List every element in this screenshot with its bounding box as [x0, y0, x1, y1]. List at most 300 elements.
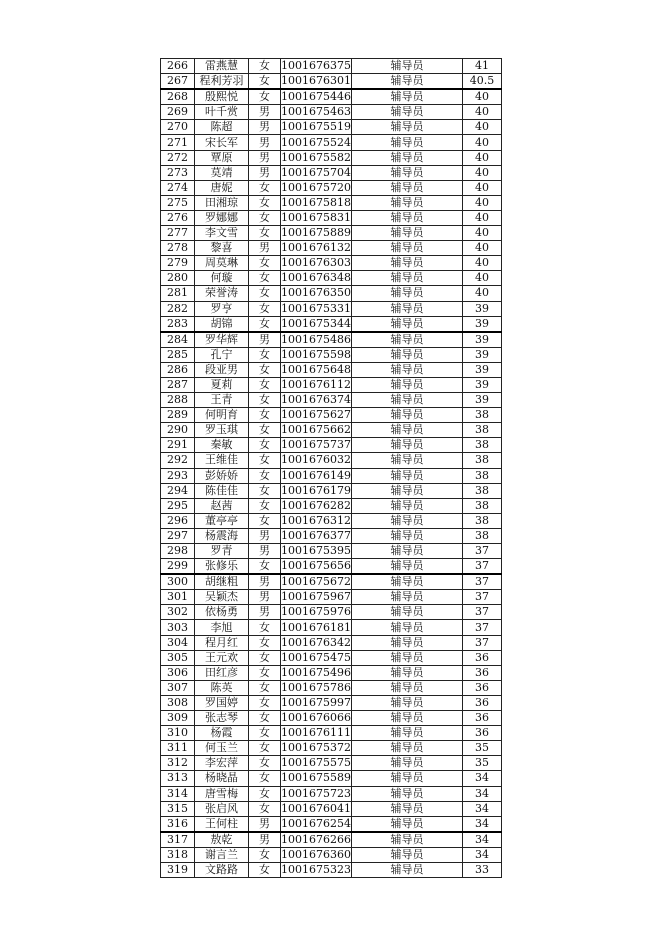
- name-cell[interactable]: 张启风: [195, 801, 249, 816]
- gender-cell[interactable]: 女: [249, 559, 281, 575]
- row-number[interactable]: 290: [161, 423, 195, 438]
- id-number-cell[interactable]: 1001676066: [281, 711, 351, 725]
- role-cell[interactable]: 辅导员: [352, 726, 463, 741]
- name-cell[interactable]: 杨晓晶: [195, 771, 249, 786]
- row-number[interactable]: 267: [161, 74, 195, 90]
- row-number[interactable]: 293: [161, 468, 195, 483]
- gender-cell[interactable]: 女: [249, 226, 281, 241]
- gender-cell[interactable]: 女: [249, 74, 281, 90]
- score-cell[interactable]: 37: [463, 635, 502, 650]
- score-cell[interactable]: 34: [463, 816, 502, 832]
- score-cell[interactable]: 40: [463, 89, 502, 105]
- id-number-cell[interactable]: 1001675463: [281, 105, 351, 119]
- id-number-cell[interactable]: 1001676041: [281, 801, 351, 815]
- row-number[interactable]: 297: [161, 528, 195, 543]
- gender-cell[interactable]: 女: [249, 695, 281, 710]
- score-cell[interactable]: 38: [463, 498, 502, 513]
- row-number[interactable]: 303: [161, 620, 195, 635]
- row-number[interactable]: 280: [161, 271, 195, 286]
- score-cell[interactable]: 34: [463, 847, 502, 862]
- id-number-cell[interactable]: 1001675627: [281, 408, 351, 422]
- row-number[interactable]: 271: [161, 135, 195, 150]
- name-cell[interactable]: 程利芳羽: [195, 74, 249, 90]
- score-cell[interactable]: 38: [463, 468, 502, 483]
- gender-cell[interactable]: 女: [249, 665, 281, 680]
- role-cell[interactable]: 辅导员: [352, 513, 463, 528]
- score-cell[interactable]: 38: [463, 513, 502, 528]
- id-number-cell[interactable]: 1001676111: [281, 726, 351, 740]
- role-cell[interactable]: 辅导员: [352, 362, 463, 377]
- score-cell[interactable]: 40: [463, 241, 502, 256]
- score-cell[interactable]: 36: [463, 711, 502, 726]
- id-number-cell[interactable]: 1001676132: [281, 241, 351, 255]
- row-number[interactable]: 283: [161, 316, 195, 332]
- id-number-cell[interactable]: 1001676254: [281, 816, 352, 832]
- score-cell[interactable]: 34: [463, 801, 502, 816]
- role-cell[interactable]: 辅导员: [352, 271, 463, 286]
- role-cell[interactable]: 辅导员: [352, 135, 463, 150]
- id-number-cell[interactable]: 1001676375: [281, 59, 351, 73]
- row-number[interactable]: 292: [161, 453, 195, 468]
- role-cell[interactable]: 辅导员: [352, 528, 463, 543]
- score-cell[interactable]: 38: [463, 423, 502, 438]
- name-cell[interactable]: 陈佳佳: [195, 483, 249, 498]
- row-number[interactable]: 277: [161, 226, 195, 241]
- gender-cell[interactable]: 男: [249, 832, 281, 848]
- row-number[interactable]: 305: [161, 650, 195, 665]
- id-number-cell[interactable]: 1001675446: [281, 90, 351, 104]
- score-cell[interactable]: 40: [463, 150, 502, 165]
- name-cell[interactable]: 段亚男: [195, 362, 249, 377]
- gender-cell[interactable]: 男: [249, 605, 281, 620]
- name-cell[interactable]: 唐雪梅: [195, 786, 249, 801]
- gender-cell[interactable]: 男: [249, 105, 281, 120]
- name-cell[interactable]: 董亭亭: [195, 513, 249, 528]
- id-number-cell[interactable]: 1001675976: [281, 605, 351, 619]
- role-cell[interactable]: 辅导员: [352, 210, 463, 225]
- role-cell[interactable]: 辅导员: [352, 786, 463, 801]
- id-number-cell[interactable]: 1001675648: [281, 362, 351, 376]
- row-number[interactable]: 300: [161, 574, 195, 590]
- score-cell[interactable]: 36: [463, 695, 502, 710]
- score-cell[interactable]: 37: [463, 590, 502, 605]
- id-number-cell[interactable]: 1001676360: [281, 847, 351, 861]
- id-number-cell[interactable]: 1001676312: [281, 513, 351, 527]
- row-number[interactable]: 289: [161, 408, 195, 423]
- gender-cell[interactable]: 男: [249, 150, 281, 165]
- row-number[interactable]: 296: [161, 513, 195, 528]
- id-number-cell[interactable]: 1001675704: [281, 165, 351, 179]
- name-cell[interactable]: 杨震海: [195, 528, 249, 543]
- name-cell[interactable]: 叶千赏: [195, 105, 249, 120]
- gender-cell[interactable]: 男: [249, 165, 281, 180]
- role-cell[interactable]: 辅导员: [352, 559, 463, 575]
- gender-cell[interactable]: 女: [249, 377, 281, 392]
- row-number[interactable]: 309: [161, 711, 195, 726]
- role-cell[interactable]: 辅导员: [352, 453, 463, 468]
- role-cell[interactable]: 辅导员: [352, 498, 463, 513]
- name-cell[interactable]: 唐妮: [195, 180, 249, 195]
- score-cell[interactable]: 40: [463, 195, 502, 210]
- id-number-cell[interactable]: 1001675323: [281, 863, 351, 877]
- row-number[interactable]: 307: [161, 680, 195, 695]
- gender-cell[interactable]: 女: [249, 408, 281, 423]
- gender-cell[interactable]: 女: [249, 786, 281, 801]
- role-cell[interactable]: 辅导员: [352, 347, 463, 362]
- gender-cell[interactable]: 女: [249, 862, 281, 877]
- role-cell[interactable]: 辅导员: [352, 801, 463, 816]
- row-number[interactable]: 279: [161, 256, 195, 271]
- gender-cell[interactable]: 男: [249, 135, 281, 150]
- role-cell[interactable]: 辅导员: [352, 120, 463, 135]
- role-cell[interactable]: 辅导员: [352, 332, 463, 348]
- name-cell[interactable]: 李文雪: [195, 226, 249, 241]
- role-cell[interactable]: 辅导员: [352, 711, 463, 726]
- name-cell[interactable]: 杨霞: [195, 726, 249, 741]
- gender-cell[interactable]: 女: [249, 726, 281, 741]
- score-cell[interactable]: 38: [463, 528, 502, 543]
- name-cell[interactable]: 吴颖杰: [195, 590, 249, 605]
- row-number[interactable]: 295: [161, 498, 195, 513]
- name-cell[interactable]: 张志琴: [195, 711, 249, 726]
- name-cell[interactable]: 雷燕慧: [195, 59, 249, 74]
- id-number-cell[interactable]: 1001675818: [281, 195, 351, 209]
- name-cell[interactable]: 田红彦: [195, 665, 249, 680]
- name-cell[interactable]: 彭娇娇: [195, 468, 249, 483]
- role-cell[interactable]: 辅导员: [352, 393, 463, 408]
- score-cell[interactable]: 40: [463, 256, 502, 271]
- id-number-cell[interactable]: 1001676374: [281, 393, 351, 407]
- id-number-cell[interactable]: 1001675496: [281, 665, 351, 679]
- role-cell[interactable]: 辅导员: [352, 590, 463, 605]
- id-number-cell[interactable]: 1001675786: [281, 680, 351, 694]
- score-cell[interactable]: 39: [463, 347, 502, 362]
- row-number[interactable]: 311: [161, 741, 195, 756]
- name-cell[interactable]: 莫靖: [195, 165, 249, 180]
- id-number-cell[interactable]: 1001675372: [281, 741, 351, 755]
- role-cell[interactable]: 辅导员: [352, 620, 463, 635]
- gender-cell[interactable]: 女: [249, 680, 281, 695]
- score-cell[interactable]: 40: [463, 165, 502, 180]
- role-cell[interactable]: 辅导员: [352, 226, 463, 241]
- role-cell[interactable]: 辅导员: [352, 301, 463, 316]
- role-cell[interactable]: 辅导员: [352, 150, 463, 165]
- name-cell[interactable]: 罗国婷: [195, 695, 249, 710]
- name-cell[interactable]: 何玉兰: [195, 741, 249, 756]
- row-number[interactable]: 312: [161, 756, 195, 771]
- gender-cell[interactable]: 女: [249, 453, 281, 468]
- score-cell[interactable]: 40: [463, 120, 502, 135]
- row-number[interactable]: 314: [161, 786, 195, 801]
- role-cell[interactable]: 辅导员: [352, 816, 463, 832]
- id-number-cell[interactable]: 1001675486: [281, 332, 351, 346]
- role-cell[interactable]: 辅导员: [352, 741, 463, 756]
- row-number[interactable]: 281: [161, 286, 195, 301]
- score-cell[interactable]: 38: [463, 408, 502, 423]
- score-cell[interactable]: 34: [463, 832, 502, 848]
- gender-cell[interactable]: 女: [249, 180, 281, 195]
- name-cell[interactable]: 王青: [195, 393, 249, 408]
- row-number[interactable]: 298: [161, 544, 195, 559]
- name-cell[interactable]: 陈超: [195, 120, 249, 135]
- name-cell[interactable]: 胡锦: [195, 316, 249, 332]
- role-cell[interactable]: 辅导员: [352, 650, 463, 665]
- role-cell[interactable]: 辅导员: [352, 756, 463, 771]
- role-cell[interactable]: 辅导员: [352, 89, 463, 105]
- gender-cell[interactable]: 男: [249, 528, 281, 543]
- gender-cell[interactable]: 女: [249, 423, 281, 438]
- row-number[interactable]: 287: [161, 377, 195, 392]
- role-cell[interactable]: 辅导员: [352, 832, 463, 848]
- name-cell[interactable]: 赵茜: [195, 498, 249, 513]
- id-number-cell[interactable]: 1001676342: [281, 635, 351, 649]
- score-cell[interactable]: 35: [463, 741, 502, 756]
- name-cell[interactable]: 敖乾: [195, 832, 249, 848]
- name-cell[interactable]: 罗玉琪: [195, 423, 249, 438]
- gender-cell[interactable]: 女: [249, 195, 281, 210]
- score-cell[interactable]: 37: [463, 544, 502, 559]
- id-number-cell[interactable]: 1001675475: [281, 650, 351, 664]
- score-cell[interactable]: 37: [463, 620, 502, 635]
- id-number-cell[interactable]: 1001676181: [281, 620, 351, 634]
- gender-cell[interactable]: 男: [249, 816, 281, 832]
- score-cell[interactable]: 38: [463, 483, 502, 498]
- gender-cell[interactable]: 女: [249, 650, 281, 665]
- id-number-cell[interactable]: 1001676266: [281, 832, 351, 846]
- gender-cell[interactable]: 女: [249, 362, 281, 377]
- id-number-cell[interactable]: 1001675997: [281, 695, 351, 709]
- score-cell[interactable]: 40.5: [463, 74, 502, 90]
- name-cell[interactable]: 田湘琼: [195, 195, 249, 210]
- gender-cell[interactable]: 女: [249, 438, 281, 453]
- gender-cell[interactable]: 男: [249, 241, 281, 256]
- score-cell[interactable]: 41: [463, 59, 502, 74]
- role-cell[interactable]: 辅导员: [352, 241, 463, 256]
- gender-cell[interactable]: 女: [249, 635, 281, 650]
- score-cell[interactable]: 34: [463, 771, 502, 786]
- id-number-cell[interactable]: 1001676032: [281, 453, 351, 467]
- id-number-cell[interactable]: 1001675344: [281, 316, 352, 332]
- id-number-cell[interactable]: 1001675656: [281, 559, 352, 575]
- score-cell[interactable]: 38: [463, 438, 502, 453]
- name-cell[interactable]: 黎喜: [195, 241, 249, 256]
- row-number[interactable]: 273: [161, 165, 195, 180]
- score-cell[interactable]: 37: [463, 605, 502, 620]
- row-number[interactable]: 288: [161, 393, 195, 408]
- score-cell[interactable]: 40: [463, 210, 502, 225]
- score-cell[interactable]: 33: [463, 862, 502, 877]
- row-number[interactable]: 275: [161, 195, 195, 210]
- row-number[interactable]: 318: [161, 847, 195, 862]
- id-number-cell[interactable]: 1001675831: [281, 210, 351, 224]
- name-cell[interactable]: 罗娜娜: [195, 210, 249, 225]
- row-number[interactable]: 319: [161, 862, 195, 877]
- role-cell[interactable]: 辅导员: [352, 408, 463, 423]
- role-cell[interactable]: 辅导员: [352, 74, 463, 90]
- name-cell[interactable]: 罗华辉: [195, 332, 249, 348]
- id-number-cell[interactable]: 1001675395: [281, 544, 351, 558]
- score-cell[interactable]: 40: [463, 105, 502, 120]
- score-cell[interactable]: 35: [463, 756, 502, 771]
- gender-cell[interactable]: 女: [249, 347, 281, 362]
- id-number-cell[interactable]: 1001675575: [281, 756, 351, 770]
- score-cell[interactable]: 39: [463, 332, 502, 348]
- id-number-cell[interactable]: 1001676303: [281, 256, 351, 270]
- score-cell[interactable]: 36: [463, 650, 502, 665]
- gender-cell[interactable]: 女: [249, 316, 281, 332]
- name-cell[interactable]: 王维佳: [195, 453, 249, 468]
- role-cell[interactable]: 辅导员: [352, 256, 463, 271]
- role-cell[interactable]: 辅导员: [352, 468, 463, 483]
- gender-cell[interactable]: 女: [249, 741, 281, 756]
- gender-cell[interactable]: 女: [249, 756, 281, 771]
- role-cell[interactable]: 辅导员: [352, 59, 463, 74]
- name-cell[interactable]: 李旭: [195, 620, 249, 635]
- role-cell[interactable]: 辅导员: [352, 316, 463, 332]
- row-number[interactable]: 302: [161, 605, 195, 620]
- name-cell[interactable]: 谢言兰: [195, 847, 249, 862]
- id-number-cell[interactable]: 1001675589: [281, 771, 351, 785]
- row-number[interactable]: 317: [161, 832, 195, 848]
- gender-cell[interactable]: 女: [249, 393, 281, 408]
- row-number[interactable]: 266: [161, 59, 195, 74]
- score-cell[interactable]: 40: [463, 135, 502, 150]
- row-number[interactable]: 301: [161, 590, 195, 605]
- row-number[interactable]: 299: [161, 559, 195, 575]
- role-cell[interactable]: 辅导员: [352, 695, 463, 710]
- gender-cell[interactable]: 男: [249, 332, 281, 348]
- row-number[interactable]: 291: [161, 438, 195, 453]
- gender-cell[interactable]: 女: [249, 89, 281, 105]
- role-cell[interactable]: 辅导员: [352, 377, 463, 392]
- gender-cell[interactable]: 女: [249, 468, 281, 483]
- row-number[interactable]: 294: [161, 483, 195, 498]
- role-cell[interactable]: 辅导员: [352, 165, 463, 180]
- row-number[interactable]: 313: [161, 771, 195, 786]
- score-cell[interactable]: 36: [463, 680, 502, 695]
- id-number-cell[interactable]: 1001675737: [281, 438, 351, 452]
- id-number-cell[interactable]: 1001676179: [281, 483, 351, 497]
- id-number-cell[interactable]: 1001676149: [281, 468, 351, 482]
- gender-cell[interactable]: 女: [249, 210, 281, 225]
- id-number-cell[interactable]: 1001675582: [281, 150, 351, 164]
- score-cell[interactable]: 36: [463, 665, 502, 680]
- name-cell[interactable]: 孔宁: [195, 347, 249, 362]
- row-number[interactable]: 284: [161, 332, 195, 348]
- name-cell[interactable]: 胡继粗: [195, 574, 249, 590]
- gender-cell[interactable]: 女: [249, 801, 281, 816]
- name-cell[interactable]: 文路路: [195, 862, 249, 877]
- role-cell[interactable]: 辅导员: [352, 286, 463, 301]
- gender-cell[interactable]: 女: [249, 847, 281, 862]
- score-cell[interactable]: 39: [463, 393, 502, 408]
- id-number-cell[interactable]: 1001676282: [281, 498, 351, 512]
- gender-cell[interactable]: 女: [249, 301, 281, 316]
- gender-cell[interactable]: 女: [249, 271, 281, 286]
- row-number[interactable]: 308: [161, 695, 195, 710]
- score-cell[interactable]: 40: [463, 271, 502, 286]
- name-cell[interactable]: 王何柱: [195, 816, 249, 832]
- role-cell[interactable]: 辅导员: [352, 862, 463, 877]
- gender-cell[interactable]: 女: [249, 59, 281, 74]
- name-cell[interactable]: 程月红: [195, 635, 249, 650]
- name-cell[interactable]: 王元欢: [195, 650, 249, 665]
- role-cell[interactable]: 辅导员: [352, 665, 463, 680]
- row-number[interactable]: 304: [161, 635, 195, 650]
- role-cell[interactable]: 辅导员: [352, 771, 463, 786]
- row-number[interactable]: 274: [161, 180, 195, 195]
- row-number[interactable]: 278: [161, 241, 195, 256]
- gender-cell[interactable]: 女: [249, 483, 281, 498]
- score-cell[interactable]: 39: [463, 377, 502, 392]
- name-cell[interactable]: 陈英: [195, 680, 249, 695]
- row-number[interactable]: 315: [161, 801, 195, 816]
- gender-cell[interactable]: 男: [249, 120, 281, 135]
- row-number[interactable]: 269: [161, 105, 195, 120]
- role-cell[interactable]: 辅导员: [352, 544, 463, 559]
- gender-cell[interactable]: 男: [249, 574, 281, 590]
- role-cell[interactable]: 辅导员: [352, 423, 463, 438]
- id-number-cell[interactable]: 1001675720: [281, 180, 351, 194]
- score-cell[interactable]: 36: [463, 726, 502, 741]
- row-number[interactable]: 285: [161, 347, 195, 362]
- name-cell[interactable]: 周莫琳: [195, 256, 249, 271]
- id-number-cell[interactable]: 1001676348: [281, 271, 351, 285]
- id-number-cell[interactable]: 1001675524: [281, 135, 351, 149]
- gender-cell[interactable]: 女: [249, 620, 281, 635]
- row-number[interactable]: 306: [161, 665, 195, 680]
- role-cell[interactable]: 辅导员: [352, 180, 463, 195]
- role-cell[interactable]: 辅导员: [352, 574, 463, 590]
- score-cell[interactable]: 39: [463, 362, 502, 377]
- gender-cell[interactable]: 男: [249, 590, 281, 605]
- role-cell[interactable]: 辅导员: [352, 195, 463, 210]
- gender-cell[interactable]: 女: [249, 513, 281, 528]
- score-cell[interactable]: 34: [463, 786, 502, 801]
- row-number[interactable]: 286: [161, 362, 195, 377]
- row-number[interactable]: 268: [161, 89, 195, 105]
- role-cell[interactable]: 辅导员: [352, 105, 463, 120]
- role-cell[interactable]: 辅导员: [352, 680, 463, 695]
- id-number-cell[interactable]: 1001676377: [281, 528, 351, 542]
- name-cell[interactable]: 殷熙悦: [195, 89, 249, 105]
- row-number[interactable]: 270: [161, 120, 195, 135]
- name-cell[interactable]: 覃原: [195, 150, 249, 165]
- score-cell[interactable]: 39: [463, 316, 502, 332]
- id-number-cell[interactable]: 1001675519: [281, 120, 351, 134]
- gender-cell[interactable]: 女: [249, 256, 281, 271]
- score-cell[interactable]: 40: [463, 180, 502, 195]
- gender-cell[interactable]: 女: [249, 771, 281, 786]
- id-number-cell[interactable]: 1001676350: [281, 286, 351, 300]
- name-cell[interactable]: 张修乐: [195, 559, 249, 575]
- id-number-cell[interactable]: 1001675672: [281, 575, 351, 589]
- name-cell[interactable]: 李宏萍: [195, 756, 249, 771]
- id-number-cell[interactable]: 1001675598: [281, 347, 351, 361]
- score-cell[interactable]: 38: [463, 453, 502, 468]
- score-cell[interactable]: 37: [463, 574, 502, 590]
- id-number-cell[interactable]: 1001676112: [281, 378, 351, 392]
- name-cell[interactable]: 何璇: [195, 271, 249, 286]
- role-cell[interactable]: 辅导员: [352, 483, 463, 498]
- row-number[interactable]: 316: [161, 816, 195, 832]
- score-cell[interactable]: 40: [463, 226, 502, 241]
- id-number-cell[interactable]: 1001675889: [281, 226, 351, 240]
- score-cell[interactable]: 39: [463, 301, 502, 316]
- row-number[interactable]: 272: [161, 150, 195, 165]
- name-cell[interactable]: 罗青: [195, 544, 249, 559]
- id-number-cell[interactable]: 1001675967: [281, 590, 351, 604]
